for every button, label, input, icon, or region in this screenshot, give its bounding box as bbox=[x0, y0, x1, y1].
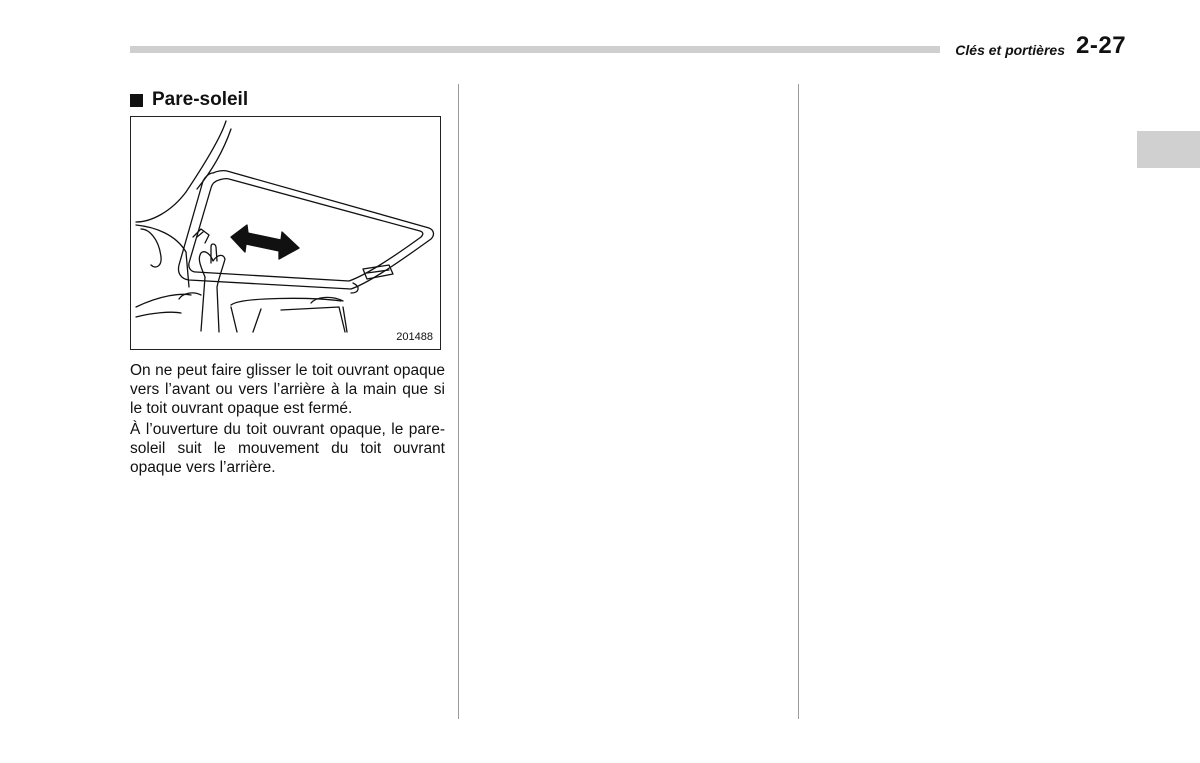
heading-square-marker bbox=[130, 94, 143, 107]
column-divider-left bbox=[458, 84, 459, 719]
section-title: Pare-soleil bbox=[152, 89, 249, 110]
sunroof-sunshade-drawing bbox=[131, 117, 441, 350]
figure-reference-code: 201488 bbox=[396, 331, 433, 343]
sunshade-illustration bbox=[130, 116, 441, 350]
page-number: 2-27 bbox=[1076, 32, 1127, 59]
body-text bbox=[130, 361, 445, 479]
chapter-tab bbox=[1137, 131, 1200, 168]
header-rule bbox=[130, 46, 940, 53]
chapter-title: Clés et portières bbox=[955, 42, 1065, 58]
section-heading bbox=[130, 88, 248, 112]
paragraph: À l’ouverture du toit ouvrant opaque, le pare-soleil suit le mouvement du toit ouvrant opaque vers l’arrière. bbox=[130, 421, 445, 476]
column-divider-right bbox=[798, 84, 799, 719]
paragraph: On ne peut faire glisser le toit ouvrant opaque vers l’avant ou vers l’arrière à la main que si le toit ouvrant opaque est fermé. bbox=[130, 362, 445, 417]
